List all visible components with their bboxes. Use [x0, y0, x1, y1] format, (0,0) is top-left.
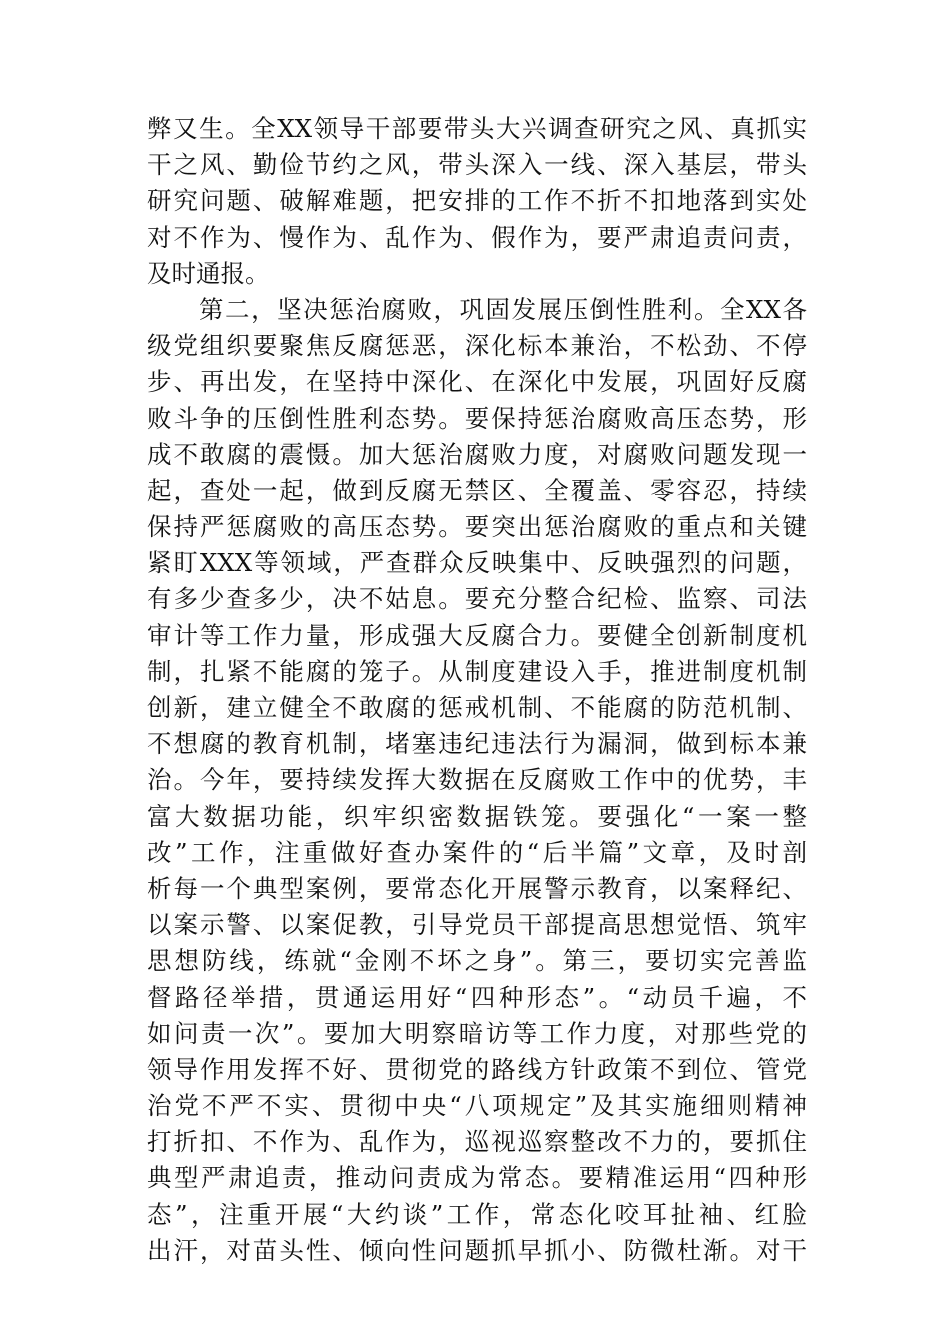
- text-line: 打折扣、不作为、乱作为，巡视巡察整改不力的，要抓住: [147, 1127, 807, 1157]
- text-line: 对不作为、慢作为、乱作为、假作为，要严肃追责问责，: [147, 222, 807, 252]
- text-line: 治党不严不实、贯彻中央“八项规定”及其实施细则精神: [147, 1091, 807, 1121]
- text-line: 级党组织要聚焦反腐惩恶，深化标本兼治，不松劲、不停: [147, 331, 807, 361]
- text-line: 保持严惩腐败的高压态势。要突出惩治腐败的重点和关键: [147, 512, 807, 542]
- text-line: 改”工作，注重做好查办案件的“后半篇”文章，及时剖: [147, 837, 807, 867]
- body-text: [147, 111, 807, 1269]
- text-line: 领导作用发挥不好、贯彻党的路线方针政策不到位、管党: [147, 1054, 807, 1084]
- text-line: 干之风、勤俭节约之风，带头深入一线、深入基层，带头: [147, 150, 807, 180]
- text-line: 弊又生。全XX领导干部要带头大兴调查研究之风、真抓实: [147, 114, 807, 143]
- text-line: 富大数据功能，织牢织密数据铁笼。要强化“一案一整: [147, 801, 807, 831]
- text-line: 及时通报。: [147, 258, 270, 288]
- paragraph-start-line: 第二，坚决惩治腐败，巩固发展压倒性胜利。全XX各: [199, 294, 807, 324]
- text-line: 不想腐的教育机制，堵塞违纪违法行为漏洞，做到标本兼: [147, 729, 807, 759]
- text-line: 审计等工作力量，形成强大反腐合力。要健全创新制度机: [147, 620, 807, 650]
- text-line: 紧盯XXX等领域，严查群众反映集中、反映强烈的问题，: [147, 548, 807, 578]
- text-line: 如问责一次”。要加大明察暗访等工作力度，对那些党的: [147, 1018, 807, 1048]
- text-line: 有多少查多少，决不姑息。要充分整合纪检、监察、司法: [147, 584, 807, 614]
- text-line: 思想防线，练就“金刚不坏之身”。第三，要切实完善监: [147, 946, 807, 976]
- text-line: 治。今年，要持续发挥大数据在反腐败工作中的优势，丰: [147, 765, 807, 795]
- text-line: 创新，建立健全不敢腐的惩戒机制、不能腐的防范机制、: [147, 693, 807, 722]
- text-line: 制，扎紧不能腐的笼子。从制度建设入手，推进制度机制: [147, 656, 807, 686]
- text-line: 析每一个典型案例，要常态化开展警示教育，以案释纪、: [147, 873, 807, 903]
- text-line: 以案示警、以案促教，引导党员干部提高思想觉悟、筑牢: [147, 910, 807, 940]
- text-line: 成不敢腐的震慑。加大惩治腐败力度，对腐败问题发现一: [147, 439, 807, 469]
- text-line: 步、再出发，在坚持中深化、在深化中发展，巩固好反腐: [147, 367, 807, 397]
- text-line: 态”，注重开展“大约谈”工作，常态化咬耳扯袖、红脸: [147, 1199, 807, 1229]
- text-line: 出汗，对苗头性、倾向性问题抓早抓小、防微杜渐。对干: [147, 1235, 807, 1265]
- text-line: 督路径举措，贯通运用好“四种形态”。“动员千遍，不: [147, 982, 807, 1012]
- text-line: 典型严肃追责，推动问责成为常态。要精准运用“四种形: [147, 1163, 807, 1193]
- text-line: 研究问题、破解难题，把安排的工作不折不扣地落到实处: [147, 186, 807, 216]
- text-line: 起，查处一起，做到反腐无禁区、全覆盖、零容忍，持续: [147, 475, 807, 505]
- text-line: 败斗争的压倒性胜利态势。要保持惩治腐败高压态势，形: [147, 403, 807, 433]
